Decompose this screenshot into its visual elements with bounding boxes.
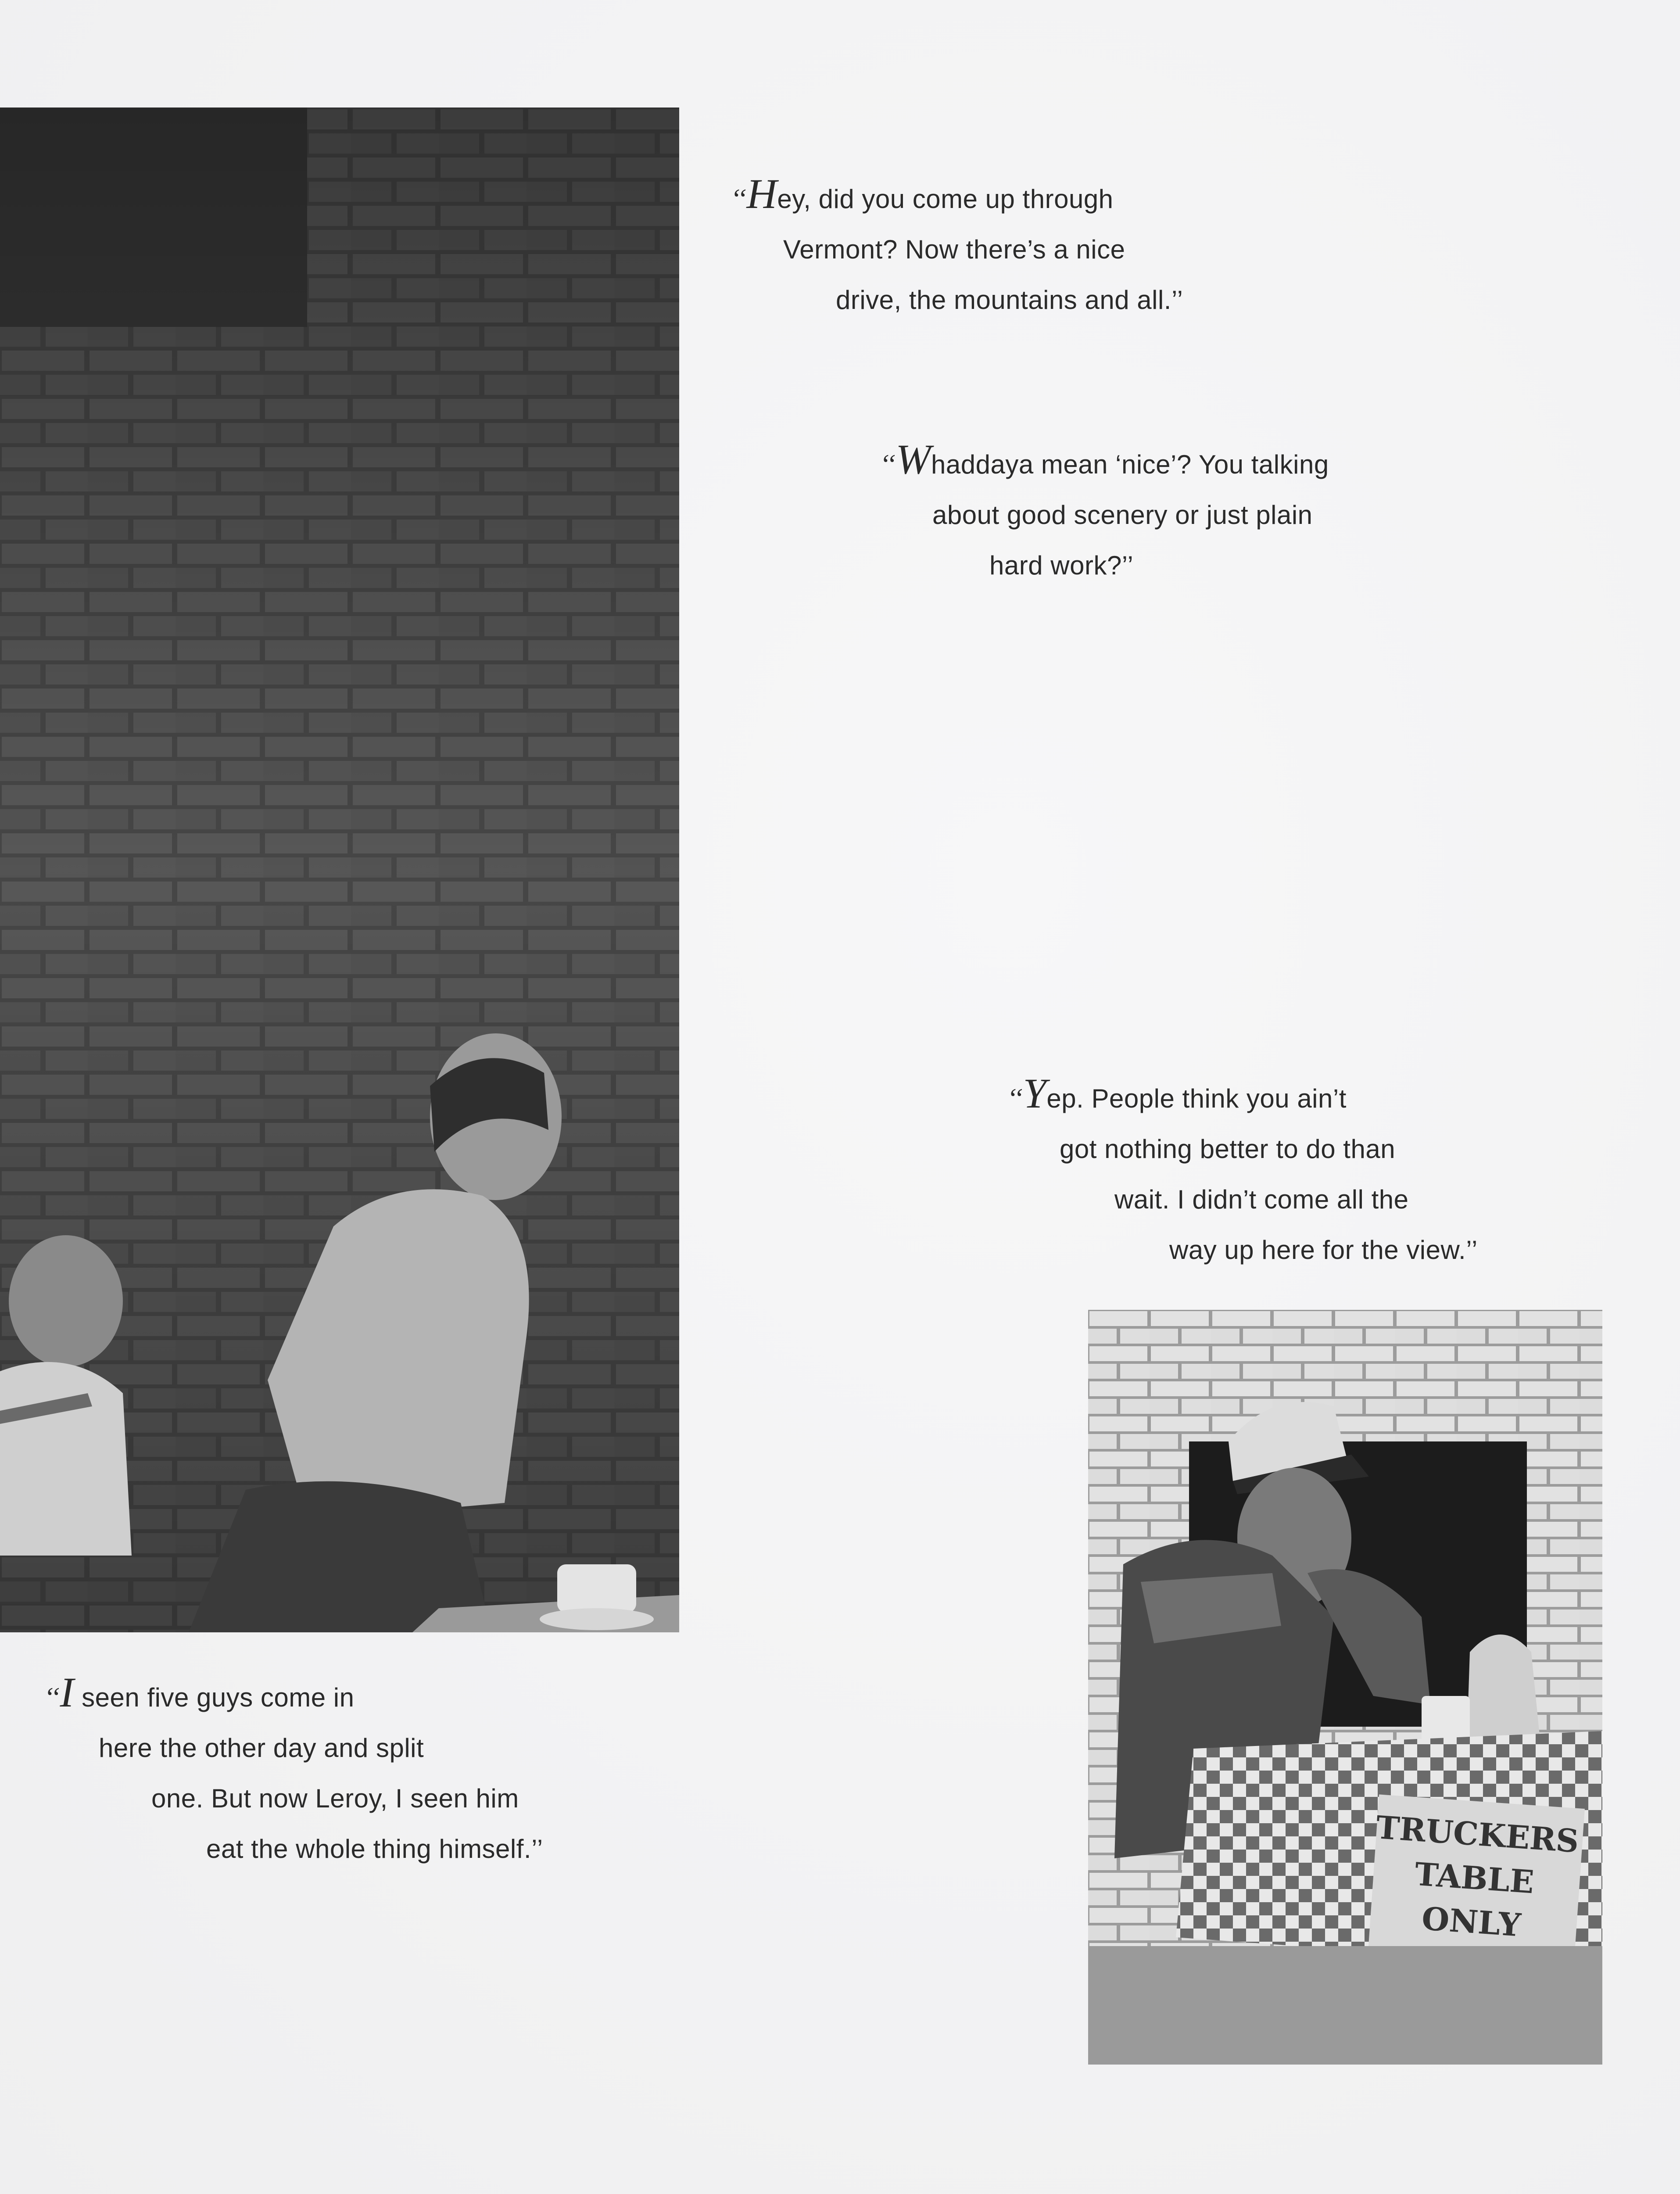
quote-line: Vermont? Now there’s a nice [783,235,1125,264]
quote-line [731,170,1183,224]
quote-line [880,436,1329,490]
drop-cap: I [60,1669,74,1716]
quote-line [1007,1070,1478,1124]
quote-line [44,1669,543,1723]
photo-waitress-graphic [0,108,679,1632]
trucker-sign-line-1: TRUCKERS [1375,1808,1580,1860]
quote-text: ey, did you come up through [777,184,1114,214]
quote-text: seen five guys come in [74,1683,355,1712]
open-quote-mark: ‘‘ [731,183,747,214]
quote-line: about good scenery or just plain [932,500,1313,530]
trucker-sign-line-3: ONLY [1420,1899,1522,1944]
open-quote-mark: ‘‘ [44,1681,60,1713]
quote-line: drive, the mountains and all.’’ [836,285,1183,315]
quote-line: here the other day and split [99,1733,424,1763]
quote-text: haddaya mean ‘nice’? You talking [931,450,1329,479]
quote-line: one. But now Leroy, I seen him [151,1784,519,1813]
open-quote-mark: ‘‘ [1007,1083,1023,1114]
quote-line: eat the whole thing himself.’’ [206,1834,543,1864]
photo-waitress-brick-wall [0,108,679,1632]
quote-vermont [731,170,1183,325]
quote-line: hard work?’’ [989,551,1134,580]
quote-five-guys [44,1669,543,1874]
photo-trucker-graphic [1088,1310,1602,2065]
quote-yep [1007,1070,1478,1275]
quote-whaddaya [880,436,1329,591]
open-quote-mark: ‘‘ [880,448,896,480]
quote-text: ep. People think you ain’t [1046,1084,1347,1113]
quote-line: way up here for the view.’’ [1169,1235,1478,1265]
drop-cap: H [746,170,777,217]
quote-line: wait. I didn’t come all the [1114,1185,1409,1214]
photo-trucker-table [1088,1310,1602,2065]
drop-cap: Y [1023,1070,1047,1117]
quote-line: got nothing better to do than [1060,1134,1396,1164]
trucker-sign-line-2: TABLE [1413,1855,1535,1901]
drop-cap: W [896,436,931,483]
